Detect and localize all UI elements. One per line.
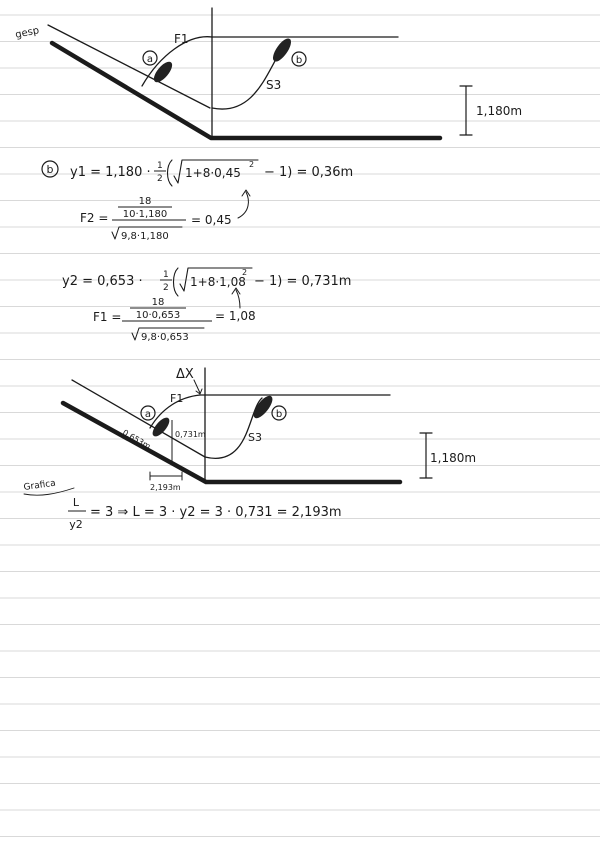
y2-lhs: y2 = 0,653 · [62,274,143,289]
y2-sqrt-body: 1+8·1,08 [190,275,246,289]
y1-lhs: y1 = 1,180 · [70,165,151,180]
label-f1: F1 [174,32,189,46]
y2-half-den: 2 [163,283,169,293]
height-label: 1,180m [476,104,523,118]
label-b-2: b [275,409,283,420]
section-b-mark-2 [251,394,275,421]
length-label: 2,193m [150,483,181,492]
label-a-2: a [144,409,152,420]
f1-result: = 1,08 [215,309,256,323]
f2-arrow [238,192,248,218]
f1-lhs: F1 = [93,310,122,324]
label-s3-2: S3 [248,431,262,444]
label-f1-2: F1 [170,392,184,405]
y1-sqrt-body: 1+8·0,45 [185,166,241,180]
dx-arrow [194,380,202,394]
sketch-1 [14,8,522,138]
grafica-frac-den: y2 [69,518,83,531]
y1-half-num: 1 [157,161,163,171]
f1-denominator: 9,8·0,653 [141,332,189,343]
y1-paren-open [168,160,173,186]
corner-label: gesp [14,25,41,41]
y2-square: 2 [242,268,248,277]
grafica-label: Grafica [23,478,57,493]
y1-square: 2 [249,160,255,169]
height-dimension [460,86,472,135]
f1-numerator: 18 [151,297,165,308]
y2-half-num: 1 [163,270,169,280]
y2-tail: − 1) = 0,731m [254,274,352,289]
f2-result: = 0,45 [191,213,232,227]
grafica-equation: = 3 ⇒ L = 3 · y2 = 3 · 0,731 = 2,193m [90,505,342,520]
length-dimension [150,472,182,480]
jump-curve-2-lower [205,398,262,458]
f2-numerator-inner: 10·1,180 [122,209,168,220]
depth2-label: 0,731m [175,430,206,439]
y1-half-den: 2 [157,174,163,184]
label-b: b [295,55,303,66]
label-dx: ΔX [176,367,194,382]
grafica-section [23,479,342,531]
depth1-label: 0,653m [121,427,153,452]
f2-numerator: 18 [138,196,152,207]
y2-paren-open [174,268,179,296]
f2-denominator: 9,8·1,180 [121,231,169,242]
section-b-mark [270,36,293,63]
y1-tail: − 1) = 0,36m [264,165,354,180]
label-a: a [146,54,154,65]
f2-lhs: F2 = [80,211,109,225]
label-s3: S3 [266,78,282,92]
part-b-calculations [42,160,353,343]
part-b-marker: b [46,163,54,176]
height-label-2: 1,180m [430,451,477,465]
channel-bed-line-2 [63,403,400,482]
f1-numerator-inner: 10·0,653 [135,310,181,321]
grafica-frac-num: L [72,496,80,509]
